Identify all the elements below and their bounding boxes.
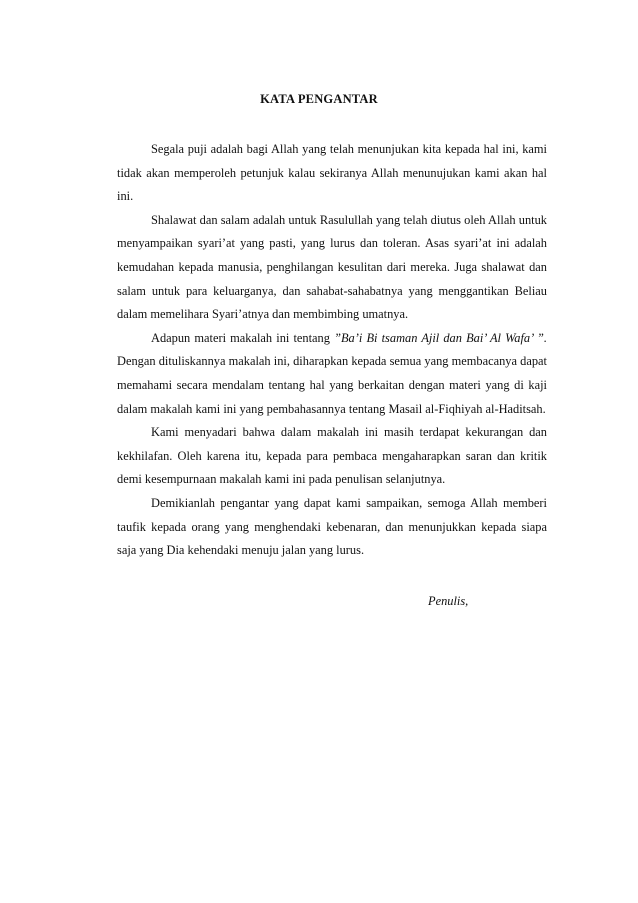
page-title: KATA PENGANTAR xyxy=(260,92,378,106)
signature: Penulis, xyxy=(428,594,469,608)
paragraph-1: Segala puji adalah bagi Allah yang telah menunjukan kita kepada hal ini, kami tidak akan memperoleh petunjuk kalau sekiranya Allah menunujukan kami akan hal ini. xyxy=(117,142,547,204)
paragraph-3-rest: Dengan dituliskannya makalah ini, diharapkan kepada semua yang membacanya dapat memahami secara mendalam tentang hal yang berkaitan dengan materi yang di kaji dalam makalah kami ini yang pembahasannya tentang Masail al-Fiqhiyah al-Haditsah. xyxy=(117,354,547,416)
paragraph-5: Demikianlah pengantar yang dapat kami sampaikan, semoga Allah memberi taufik kepada orang yang menghendaki kebenaran, dan menunjukkan kepada siapa saja yang Dia kehendaki menuju jalan yang lurus. xyxy=(117,495,547,558)
paragraph-2: Shalawat dan salam adalah untuk Rasulullah yang telah diutus oleh Allah untuk menyampaikan syari’at yang pasti, yang lurus dan toleran. Asas syari’at ini adalah kemudahan kepada manusia, penghilangan kesulitan dari mereka. Juga shalawat dan salam untuk para keluarganya, dan sahabat-sahabatnya yang menggantikan Beliau dalam memelihara Syari’atnya dan membimbing umatnya. xyxy=(117,212,547,322)
paragraph-3-title-italic: ”Ba’i Bi tsaman Ajil dan Bai’ Al Wafa’ ”. xyxy=(334,330,547,345)
paragraph-3-intro: Adapun materi makalah ini tentang xyxy=(151,330,335,345)
paragraph-3 xyxy=(117,327,547,421)
paragraph-4: Kami menyadari bahwa dalam makalah ini masih terdapat kekurangan dan kekhilafan. Oleh karena itu, kepada para pembaca mengaharapkan saran dan kritik demi kesempurnaan makalah kami ini pada penulisan selanjutnya. xyxy=(117,425,547,487)
document-body xyxy=(117,138,547,563)
